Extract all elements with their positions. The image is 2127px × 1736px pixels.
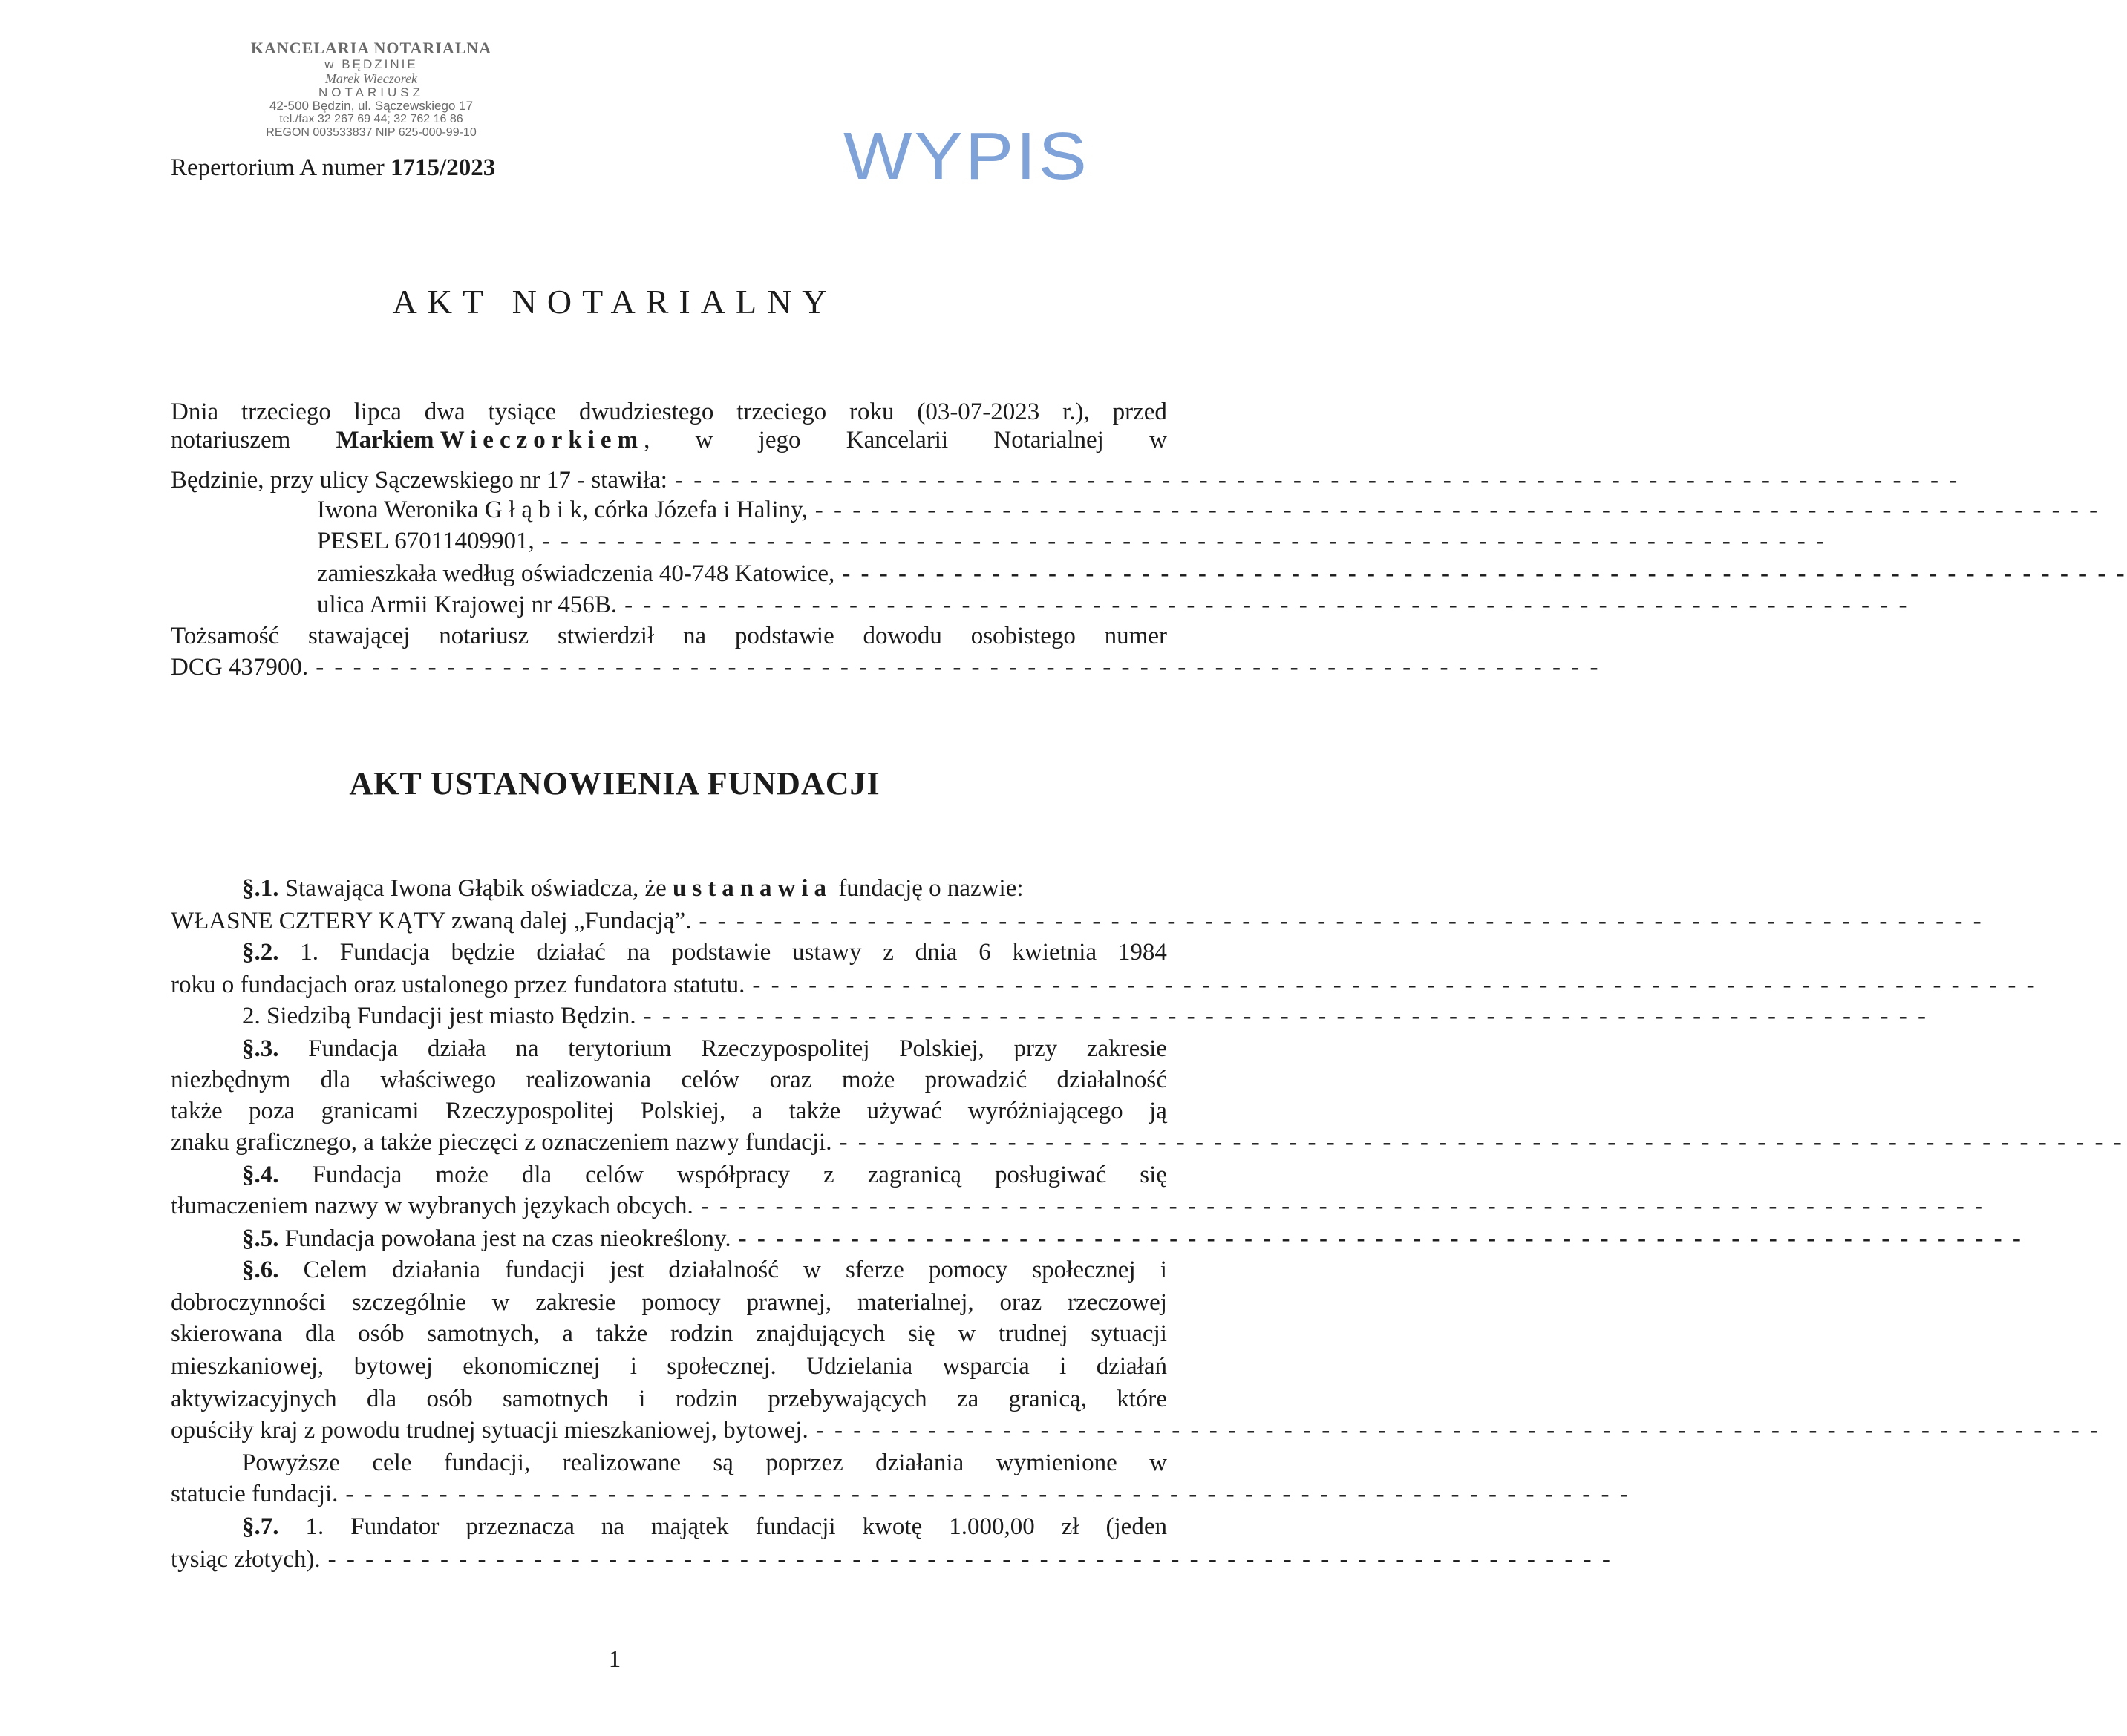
p7-text: tysiąc złotych). [171,1546,321,1573]
word: dla [320,1067,350,1093]
p2-number: §.2. [242,939,279,966]
word: działalność [668,1257,779,1283]
word: Udzielania [806,1353,913,1380]
word: za [956,1386,979,1412]
word: fundacji, [443,1450,531,1476]
word: w [803,1257,821,1283]
word: zakresie [1086,1035,1167,1062]
p2-seat: 2. Siedzibą Fundacji jest miasto Będzin. [242,1003,636,1029]
intro-word: Notarialnej [993,427,1104,453]
foundation-name: WŁASNE CZTERY KĄTY zwaną dalej „Fundacją”. [171,908,692,934]
p3-text: znaku graficznego, a także pieczęci z oznaczeniem nazwy fundacji. [171,1129,832,1156]
word: bytowej [353,1353,433,1380]
stamp-regon-nip: REGON 003533837 NIP 625-000-99-10 [266,126,477,139]
word: zagranicą [867,1162,962,1188]
p5-number: §.5. [242,1225,279,1252]
word: działać [536,939,606,966]
word: Fundator [350,1513,440,1540]
word: 6 [978,939,991,966]
p3-line-2 [171,1066,1167,1094]
word: na [601,1513,625,1540]
stamp-city: w BĘDZINIE [324,57,418,71]
notary-surname: Wieczorkiem [440,427,644,453]
p5-text [242,1225,731,1253]
p1-text [242,874,1024,903]
word: oraz [769,1067,812,1093]
word: fundacji [755,1513,836,1540]
p6-line-2 [171,1288,1167,1317]
word: dnia [915,939,958,966]
word: trzeciego [736,399,827,425]
p6-text: opuściły kraj z powodu trudnej sytuacji mieszkaniowej, bytowej. [171,1417,808,1444]
stamp-notary-name: Marek Wieczorek [324,71,418,86]
p4-text: tłumaczeniem nazwy w wybranych językach obcych. [171,1193,693,1219]
word: Powyższe [242,1450,340,1476]
dash-filler: - - - - - - - - - - - - - - - - - - - - - - - - - - - - - - - - - - - - - - - - - - - - - - - - - - - - - - - - - - - - - - - - - - - - - [643,1003,1928,1029]
word: terytorium [568,1035,672,1062]
word: kwotę [862,1513,923,1540]
stamp-role: NOTARIUSZ [318,85,424,99]
word: także [788,1098,841,1124]
word: będzie [451,939,515,966]
word: cele [372,1450,412,1476]
p3-line-4 [171,1128,2124,1156]
word: osobistego [970,623,1076,649]
stamp-phone: tel./fax 32 267 69 44; 32 762 16 86 [279,113,463,125]
word: realizowania [526,1067,652,1093]
word: przy [1013,1035,1058,1062]
word: z [883,939,894,966]
word: r.), [1062,399,1090,425]
word: Fundacja [312,1162,402,1188]
word: granicami [321,1098,419,1124]
word: właściwego [380,1067,497,1093]
word: przed [1112,399,1167,425]
dash-filler: - - - - - - - - - - - - - - - - - - - - - - - - - - - - - - - - - - - - - - - - - - - - - - - - - - - - - - - - - - - - - - - - - - - - - [316,654,1601,681]
word: samotnych [503,1386,610,1412]
word: się [1140,1162,1167,1188]
p1-intro: Stawająca Iwona Głąbik oświadcza, że [284,875,667,902]
word: wyróżniającego [967,1098,1123,1124]
p1-line-2 [171,907,1984,935]
address-street: ulica Armii Krajowej nr 456B. [317,592,618,618]
word: trzeciego [241,399,331,425]
dash-filler: - - - - - - - - - - - - - - - - - - - - - - - - - - - - - - - - - - - - - - - - - - - - - - - - - - - - - - - - - - - - - - - - - - - - - [839,1129,2124,1156]
word: kwietnia [1012,939,1097,966]
word: działania [391,1257,481,1283]
word: posługiwać [995,1162,1107,1188]
word: materialnej, [857,1289,974,1316]
word: wsparcia [942,1353,1030,1380]
pesel-line [317,527,1826,555]
word: działa [427,1035,486,1062]
word: są [713,1450,733,1476]
repertorium-number: 1715/2023 [391,154,496,181]
word: granicą, [1008,1386,1087,1412]
word: działania [875,1450,964,1476]
word: Fundacja [308,1035,399,1062]
wypis-stamp: WYPIS [843,117,1089,194]
word: na [627,939,650,966]
word: i [1160,1257,1167,1283]
p1-number: §.1. [242,875,279,902]
appearer-name: Iwona Weronika G ł ą b i k, córka Józefa i Haliny, [317,497,808,523]
id-number: DCG 437900. [171,654,309,681]
intro-line-2 [171,426,1167,454]
word: i [630,1353,637,1380]
section-title: AKT USTANOWIENIA FUNDACJI [349,765,880,802]
word: może [841,1067,895,1093]
dash-filler: - - - - - - - - - - - - - - - - - - - - - - - - - - - - - - - - - - - - - - - - - - - - - - - - - - - - - - - - - - - - - - - - - - - - - [699,908,1984,934]
word: dla [366,1386,397,1412]
address-city: zamieszkała według oświadczenia 40-748 Katowice, [317,560,835,587]
word: może [435,1162,489,1188]
dash-filler: - - - - - - - - - - - - - - - - - - - - - - - - - - - - - - - - - - - - - - - - - - - - - - - - - - - - - - - - - - - - - - - - - - - - - [700,1193,1985,1219]
p7-number: §.7. [242,1513,279,1540]
stamp-address: 42-500 Będzin, ul. Sączewskiego 17 [269,99,474,113]
p6b-text: statucie fundacji. [171,1481,339,1507]
word: działalność [1056,1067,1167,1093]
dash-filler: - - - - - - - - - - - - - - - - - - - - - - - - - - - - - - - - - - - - - - - - - - - - - - - - - - - - - - - - - - - - - - - - - - - - - [814,497,2100,523]
p6-line-5 [171,1385,1167,1413]
p6b-line-1 [242,1449,1167,1477]
word: lipca [353,399,402,425]
address-line-1 [317,560,2127,588]
word: dowodu [863,623,942,649]
word: szczególnie [351,1289,466,1316]
word: rodzin [675,1386,739,1412]
word: Dnia [171,399,219,425]
intro-word: notariuszem [171,427,291,453]
word: dla [305,1320,336,1347]
word: stawającej [307,623,411,649]
word: jest [610,1257,644,1283]
word: tysiące [488,399,557,425]
intro-text: Będzinie, przy ulicy Sączewskiego nr 17 - stawiła: [171,467,667,494]
word: trudnej [999,1320,1068,1347]
word: a [562,1320,573,1347]
p1-keyword: ustanawia [673,875,833,902]
word: które [1117,1386,1167,1412]
word: poprzez [765,1450,843,1476]
p7-line-1 [242,1513,1167,1541]
word: a [751,1098,763,1124]
word: także [171,1098,223,1124]
id-number-line [171,653,1601,681]
word: samotnych, [427,1320,540,1347]
word: Tożsamość [171,623,280,649]
p4-line-2 [171,1192,1985,1220]
word: Rzeczypospolitej [445,1098,615,1124]
intro-word: w [695,427,713,453]
repertorium-line [171,154,495,182]
word: i [1059,1353,1067,1380]
word: dobroczynności [171,1289,326,1316]
p6-number: §.6. [242,1257,279,1283]
intro-word: Kancelarii [846,427,949,453]
p6-line-1 [242,1256,1167,1284]
word: społecznej. [667,1353,777,1380]
p3-line-1 [242,1035,1167,1063]
word: sytuacji [1091,1320,1167,1347]
p1-line-1 [242,874,1167,903]
p2-line-3 [242,1002,1928,1030]
notary-office-stamp [223,39,520,140]
p7-line-2 [171,1545,1613,1573]
word: sferze [845,1257,904,1283]
word: z [823,1162,834,1188]
word: ją [1149,1098,1167,1124]
word: społecznej [1032,1257,1136,1283]
word: przebywających [768,1386,927,1412]
word: stwierdził [557,623,655,649]
word: skierowana [171,1320,283,1347]
dash-filler: - - - - - - - - - - - - - - - - - - - - - - - - - - - - - - - - - - - - - - - - - - - - - - - - - - - - - - - - - - - - - - - - - - - - - [815,1417,2100,1444]
appearer-name-line [317,496,2100,524]
word: notariusz [439,623,529,649]
intro-word: jego [758,427,801,453]
word: zakresie [535,1289,616,1316]
word: Celem [303,1257,367,1283]
word: i [638,1386,646,1412]
word: osób [426,1386,473,1412]
word: 1.000,00 [949,1513,1035,1540]
word: rzeczowej [1068,1289,1167,1316]
p5-body: Fundacja powołana jest na czas nieokreślony. [284,1225,731,1252]
word: w [1149,1450,1167,1476]
word: Fundacja [339,939,430,966]
word: podstawie [671,939,771,966]
word: pomocy [641,1289,721,1316]
p4-line-1 [242,1161,1167,1189]
p2-line-2 [171,971,2037,999]
word: numer [1104,623,1167,649]
intro-comma: , [644,427,650,453]
word: w [958,1320,976,1347]
dash-filler: - - - - - - - - - - - - - - - - - - - - - - - - - - - - - - - - - - - - - - - - - - - - - - - - - - - - - - - - - - - - - - - - - - - - - [541,528,1826,554]
word: roku [849,399,895,425]
dash-filler: - - - - - - - - - - - - - - - - - - - - - - - - - - - - - - - - - - - - - - - - - - - - - - - - - - - - - - - - - - - - - - - - - - - - - [738,1225,2023,1252]
p2-line-1 [242,938,1167,966]
word: używać [866,1098,942,1124]
p1-tail: fundację o nazwie: [838,875,1024,902]
word: 1984 [1117,939,1167,966]
word: Polskiej, [899,1035,984,1062]
word: fundacji [505,1257,586,1283]
word: dwudziestego [578,399,714,425]
dash-filler: - - - - - - - - - - - - - - - - - - - - - - - - - - - - - - - - - - - - - - - - - - - - - - - - - - - - - - - - - - - - - - - - - - - - - [327,1546,1613,1573]
word: się [907,1320,935,1347]
dash-filler: - - - - - - - - - - - - - - - - - - - - - - - - - - - - - - - - - - - - - - - - - - - - - - - - - - - - - - - - - - - - - - - - - - - - - [624,592,1909,618]
word: niezbędnym [171,1067,291,1093]
word: mieszkaniowej, [171,1353,324,1380]
dash-filler: - - - - - - - - - - - - - - - - - - - - - - - - - - - - - - - - - - - - - - - - - - - - - - - - - - - - - - - - - - - - - - - - - - - - - [345,1481,1630,1507]
word: (03-07-2023 [917,399,1040,425]
word: w [491,1289,510,1316]
word: Rzeczypospolitej [701,1035,870,1062]
dash-filler: - - - - - - - - - - - - - - - - - - - - - - - - - - - - - - - - - - - - - - - - - - - - - - - - - - - - - - - - - - - - - - - - - - - - - [752,972,2037,998]
intro-line-3 [171,466,1960,494]
word: także [595,1320,648,1347]
pesel: PESEL 67011409901, [317,528,535,554]
word: ekonomicznej [463,1353,601,1380]
word: aktywizacyjnych [171,1386,337,1412]
p6-line-4 [171,1352,1167,1380]
word: osób [358,1320,405,1347]
word: na [515,1035,539,1062]
word: realizowane [562,1450,682,1476]
intro-line-1 [171,398,1167,426]
word: na [682,623,707,649]
notary-name [336,426,650,454]
word: dwa [424,399,465,425]
word: przeznacza [465,1513,575,1540]
word: 1. [305,1513,324,1540]
word: rodzin [670,1320,733,1347]
word: celów [681,1067,740,1093]
p6b-line-2 [171,1480,1630,1508]
word: zł [1061,1513,1079,1540]
p6-line-3 [171,1320,1167,1348]
word: 1. [300,939,318,966]
p5-line-1 [242,1225,2023,1253]
repertorium-label: Repertorium A numer [171,154,385,181]
word: prowadzić [924,1067,1027,1093]
word: majątek [651,1513,729,1540]
word: podstawie [734,623,834,649]
p4-number: §.4. [242,1162,279,1188]
word: oraz [999,1289,1042,1316]
word: działań [1096,1353,1167,1380]
p3-line-3 [171,1097,1167,1125]
p6-line-6 [171,1416,2100,1444]
word: (jeden [1105,1513,1167,1540]
word: celów [585,1162,644,1188]
word: prawnej, [746,1289,832,1316]
p3-number: §.3. [242,1035,279,1062]
p2-text: roku o fundacjach oraz ustalonego przez fundatora statutu. [171,972,745,998]
word: poza [248,1098,295,1124]
word: Polskiej, [640,1098,726,1124]
document-title: AKT NOTARIALNY [392,283,837,321]
stamp-office-name: KANCELARIA NOTARIALNA [250,39,492,57]
address-line-2 [317,591,1909,619]
word: pomocy [928,1257,1008,1283]
intro-word: w [1149,427,1167,453]
identity-line [171,622,1167,650]
dash-filler: - - - - - - - - - - - - - - - - - - - - - - - - - - - - - - - - - - - - - - - - - - - - - - - - - - - - - - - - - - - - - - - - - - - - - [674,467,1960,494]
word: wymienione [996,1450,1117,1476]
word: współpracy [676,1162,791,1188]
word: znajdujących [756,1320,886,1347]
page-number: 1 [608,1646,621,1673]
word: ustawy [791,939,862,966]
dash-filler: - - - - - - - - - - - - - - - - - - - - - - - - - - - - - - - - - - - - - - - - - - - - - - - - - - - - - - - - - - - - - - - - - - - - - [842,560,2127,587]
word: dla [521,1162,552,1188]
notary-first-name: Markiem [336,427,434,453]
